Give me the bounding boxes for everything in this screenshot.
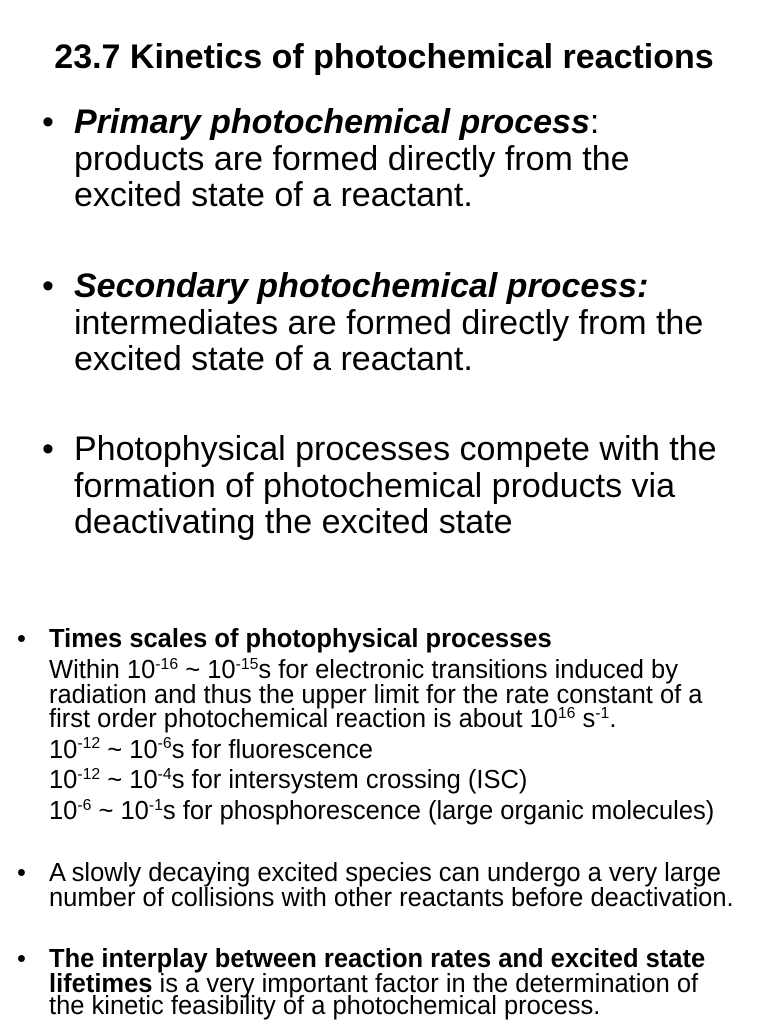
exponent: -12 [77, 735, 101, 753]
exponent: 16 [557, 704, 576, 722]
timescale-phosphorescence-line [0, 796, 768, 825]
bullet-marker: • [42, 430, 54, 468]
exponent: -1 [148, 796, 163, 814]
text-segment: ~ 10 [100, 766, 158, 794]
exponent: -16 [155, 655, 179, 673]
text-segment: s for phosphorescence (large organic molecules) [162, 797, 715, 825]
bullet-photophysical-processes [0, 431, 768, 541]
bullet-secondary-process [0, 268, 768, 378]
exponent: -4 [157, 765, 172, 783]
timescale-fluorescence-line [0, 735, 768, 764]
exponent: -6 [157, 735, 172, 753]
bullet-marker: • [42, 103, 54, 141]
interplay-bold-text: lifetimes [49, 969, 153, 998]
timescale-isc-line [0, 765, 768, 794]
text-segment: 10 [49, 766, 78, 794]
text-segment: s [575, 705, 596, 733]
interplay-bold-text: The interplay between reaction rates and excited state [49, 945, 706, 973]
bullet-primary-process [0, 104, 768, 214]
bullet-marker: • [17, 945, 26, 973]
exponent: -1 [595, 704, 610, 722]
bullet-line: deactivating the excited state [74, 503, 513, 541]
bullet-line [0, 104, 768, 141]
text-segment: A slowly decaying excited species can undergo a very large [49, 859, 721, 887]
term-colon: : [589, 103, 600, 141]
text-segment: first order photochemical reaction is about 10 [49, 705, 558, 733]
text-segment: is a very important factor in the determination of [152, 969, 699, 998]
text-segment: . [609, 705, 617, 733]
text-segment: ~ 10 [100, 735, 158, 764]
interplay-line: the kinetic feasibility of a photochemical process. [49, 992, 601, 1020]
bullet-marker: • [42, 267, 54, 305]
bullet-line [0, 268, 768, 305]
text-segment: ~ 10 [91, 797, 149, 825]
text-segment: 10 [49, 735, 78, 764]
term-primary-process: Primary photochemical process [74, 103, 590, 141]
exponent: -15 [235, 655, 259, 673]
bullet-line: formation of photochemical products via [74, 466, 675, 505]
text-segment: 10 [49, 797, 78, 825]
bullet-line: excited state of a reactant. [74, 176, 473, 214]
exponent: -6 [77, 796, 92, 814]
text-segment: s for fluorescence [171, 735, 373, 764]
bullet-line: products are formed directly from the [74, 139, 630, 178]
timescale-electronic-line [0, 655, 768, 684]
timescales-heading: Times scales of photophysical processes [49, 625, 552, 653]
collisions-line: number of collisions with other reactants before deactivation. [49, 883, 734, 912]
bullet-line: intermediates are formed directly from the [74, 303, 704, 342]
timescale-rate-constant-line [0, 704, 768, 733]
text-segment: s for electronic transitions induced by [258, 656, 678, 684]
timescale-intro-line: radiation and thus the upper limit for the rate constant of a [49, 680, 703, 709]
term-secondary-process: Secondary photochemical process: [74, 267, 649, 305]
bullet-line: Photophysical processes compete with the [74, 430, 717, 468]
page-title: 23.7 Kinetics of photochemical reactions [54, 38, 714, 76]
bullet-line: excited state of a reactant. [74, 340, 473, 378]
exponent: -12 [77, 765, 101, 783]
text-segment: s for intersystem crossing (ISC) [171, 766, 528, 794]
bullet-marker: • [17, 859, 26, 887]
text-segment: ~ 10 [178, 656, 236, 684]
collisions-line [0, 861, 768, 886]
text-segment: Within 10 [49, 656, 156, 684]
timescales-heading-line [0, 627, 768, 652]
bullet-marker: • [17, 625, 26, 653]
interplay-line [0, 947, 768, 972]
